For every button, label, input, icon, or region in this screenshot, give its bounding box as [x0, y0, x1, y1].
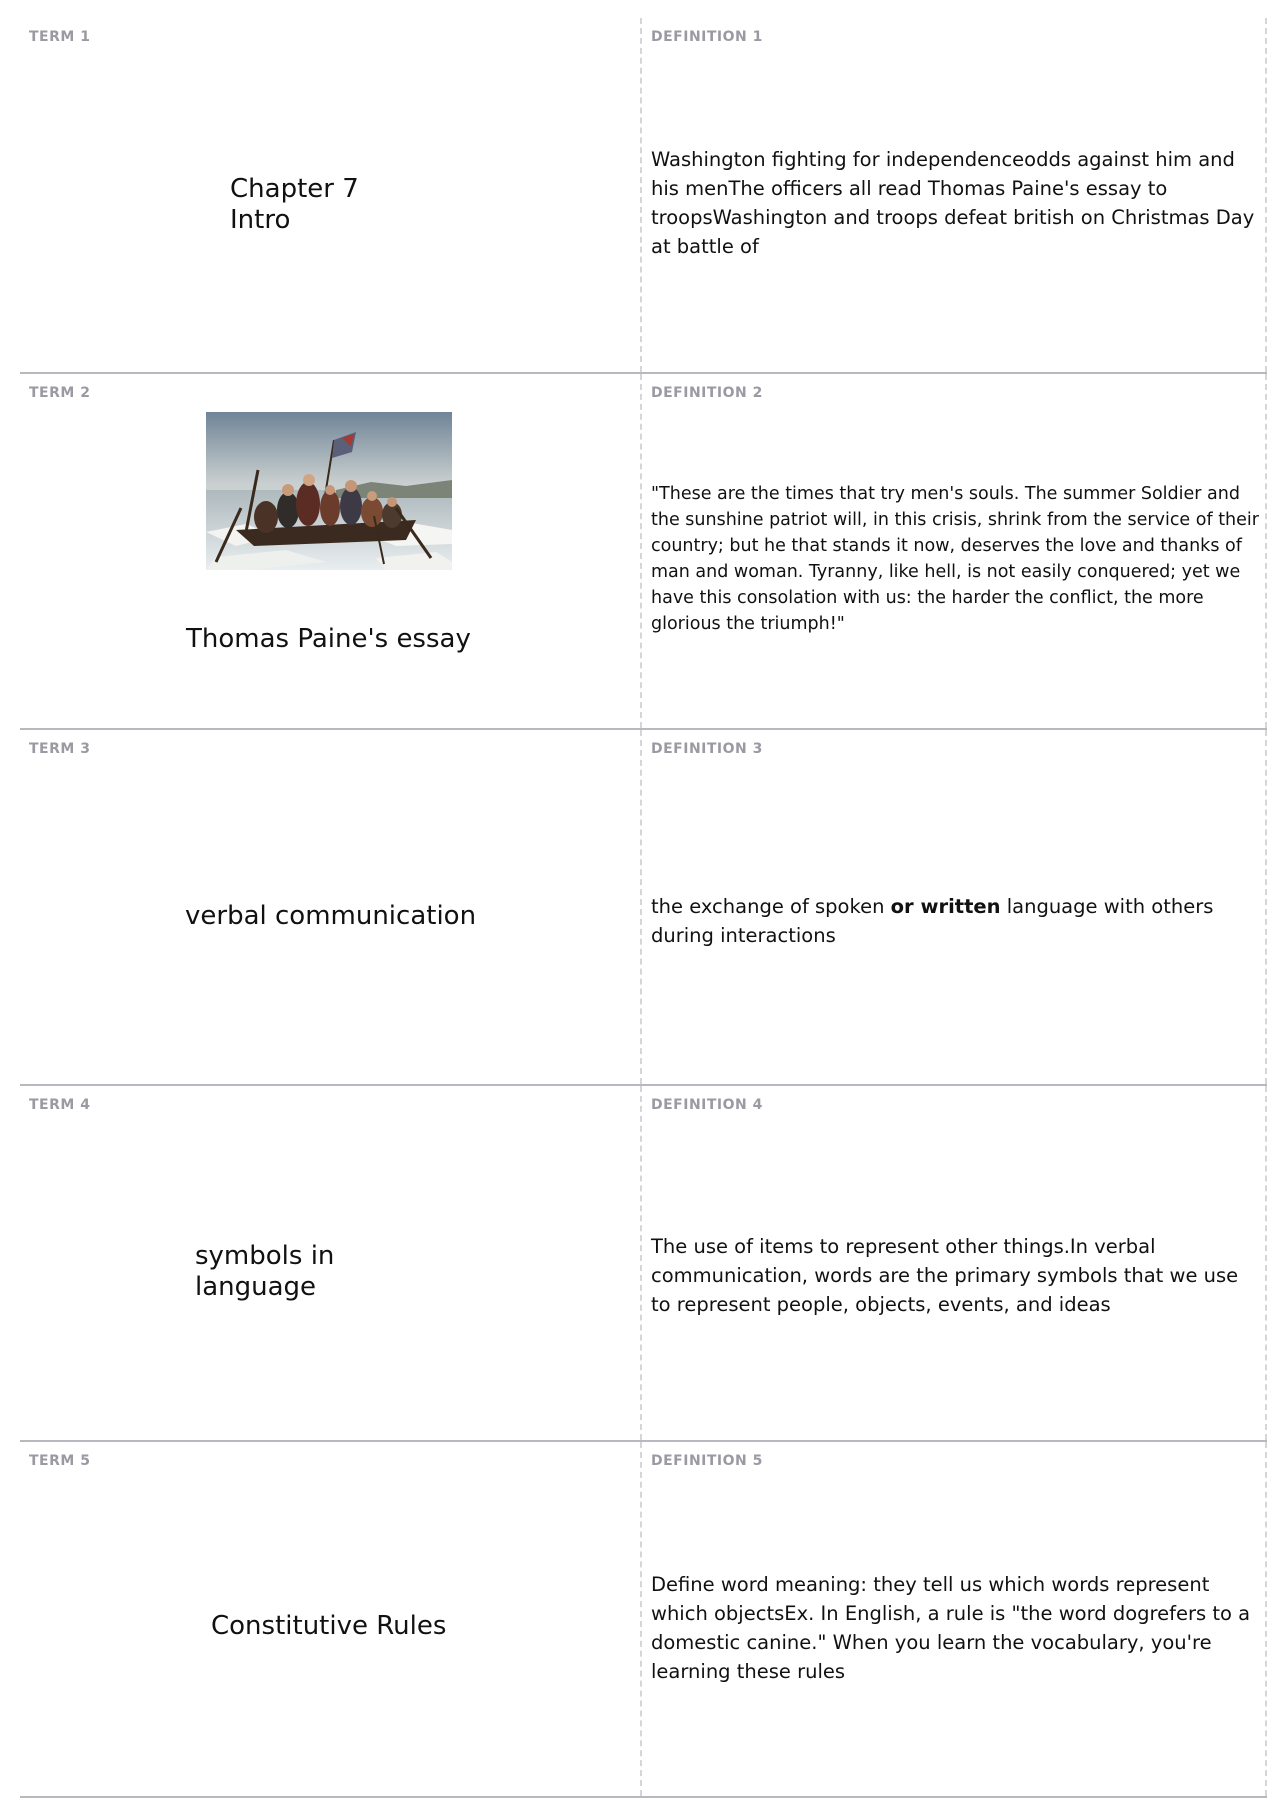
definition-text: "These are the times that try men's souls. The summer Soldier and the sunshine patriot will, in this crisis, shrink from the service of their country; but he that stands it now, deserves the love and thanks of man and woman. Tyranny, like hell, is not easily conquered; yet we have this consolation with us: the harder the conflict, the more glorious the triumph!" — [651, 484, 1259, 634]
term-label: TERM 3 — [29, 741, 91, 757]
definition-cell-4 — [642, 1086, 1267, 1440]
definition-label: DEFINITION 3 — [651, 741, 763, 757]
term-text: Thomas Paine's essay — [186, 624, 471, 654]
term-text — [230, 174, 359, 236]
term-label: TERM 2 — [29, 385, 91, 401]
term-label: TERM 4 — [29, 1097, 91, 1113]
definition-cell-1 — [642, 18, 1267, 372]
term-cell-4 — [20, 1086, 642, 1440]
term-cell-5 — [20, 1442, 642, 1796]
term-text — [195, 1241, 334, 1303]
definition-text — [651, 892, 1261, 950]
card-row-2 — [20, 374, 1267, 730]
term-label: TERM 1 — [29, 29, 91, 45]
card-row-4 — [20, 1086, 1267, 1442]
card-row-5 — [20, 1442, 1267, 1798]
definition-text: Define word meaning: they tell us which words represent which objectsEx. In English, a rule is "the word dogrefers to a domestic canine." When you learn the vocabulary, you're learning these rules — [651, 1573, 1251, 1683]
definition-label: DEFINITION 5 — [651, 1453, 763, 1469]
term-cell-3 — [20, 730, 642, 1084]
definition-cell-5 — [642, 1442, 1267, 1796]
term-line: language — [195, 1272, 317, 1302]
term-line: symbols in — [195, 1241, 335, 1271]
term-line: Chapter 7 — [230, 174, 359, 204]
term-line: Intro — [230, 205, 291, 235]
term-cell-2 — [20, 374, 642, 728]
term-text: Constitutive Rules — [211, 1611, 447, 1641]
definition-label: DEFINITION 2 — [651, 385, 763, 401]
definition-text-part: the exchange of spoken — [651, 895, 891, 918]
definition-text-bold: or written — [890, 895, 1001, 918]
term-text: verbal communication — [185, 901, 477, 931]
definition-cell-3 — [642, 730, 1267, 1084]
definition-text-part: language with others during interactions — [651, 895, 1214, 947]
definition-cell-2 — [642, 374, 1267, 728]
flashcard-sheet — [20, 18, 1267, 1798]
definition-label: DEFINITION 4 — [651, 1097, 763, 1113]
card-row-1 — [20, 18, 1267, 374]
term-cell-1 — [20, 18, 642, 372]
definition-label: DEFINITION 1 — [651, 29, 763, 45]
card-row-3 — [20, 730, 1267, 1086]
term-label: TERM 5 — [29, 1453, 91, 1469]
washington-crossing-painting-image — [206, 412, 452, 570]
definition-text: The use of items to represent other things.In verbal communication, words are the primary symbols that we use to represent people, objects, events, and ideas — [651, 1235, 1239, 1316]
definition-text: Washington fighting for independenceodds against him and his menThe officers all read Thomas Paine's essay to troopsWashington and troops defeat british on Christmas Day at battle of — [651, 148, 1255, 258]
